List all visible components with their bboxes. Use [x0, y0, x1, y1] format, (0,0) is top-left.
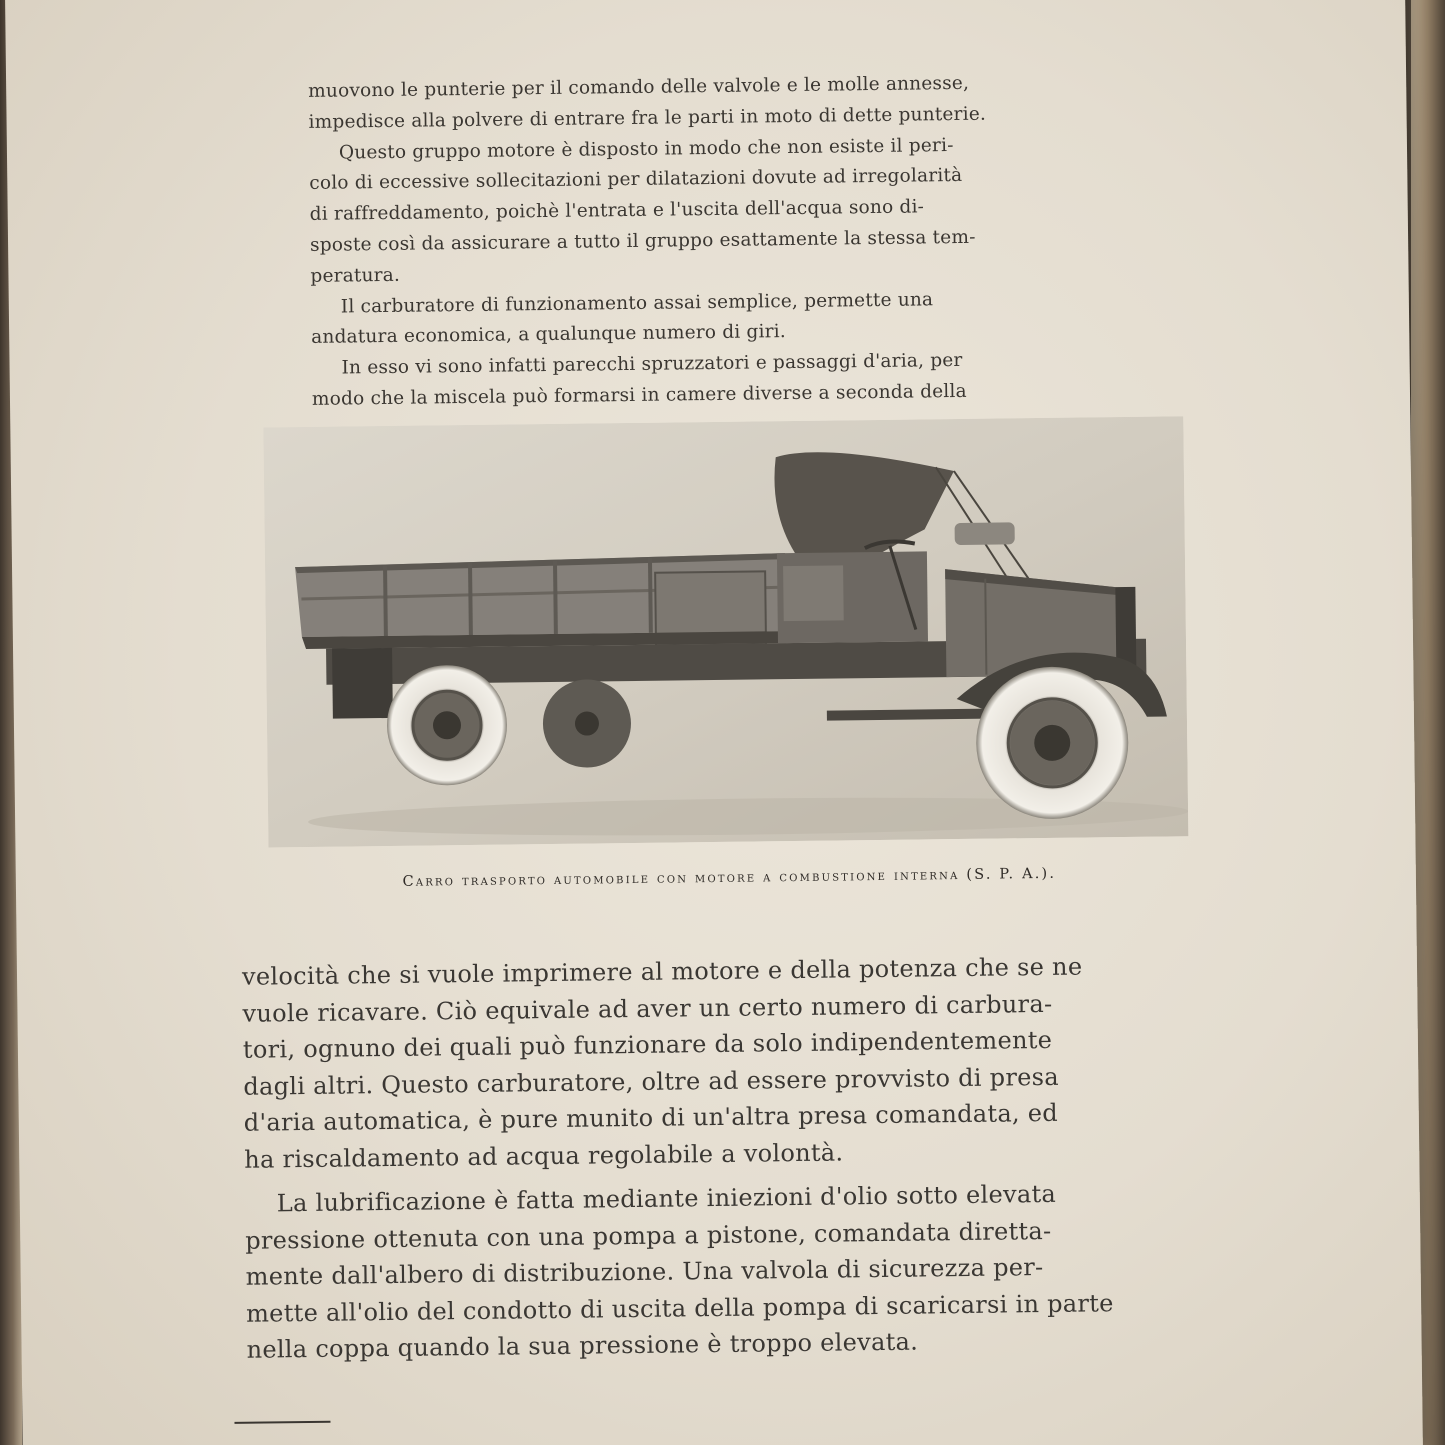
- paragraph-carburetor-cont: [242, 947, 1200, 1178]
- text-line: pressione ottenuta con una pompa a pistone, comandata diretta-: [245, 1216, 1052, 1255]
- text-line: impedisce alla polvere di entrare fra le parti in moto di dette punterie.: [308, 103, 987, 133]
- text-line: dagli altri. Questo carburatore, oltre ad essere provvisto di presa: [243, 1062, 1060, 1101]
- paragraph-sprayers: [311, 344, 1148, 416]
- rear-box: [332, 648, 393, 719]
- text-line: modo che la miscela può formarsi in camere diverse a seconda della: [311, 380, 967, 410]
- paragraph-continuation: [308, 67, 1145, 139]
- text-line: mette all'olio del condotto di uscita della pompa di scaricarsi in parte: [245, 1288, 1114, 1328]
- text-line: muovono le punterie per il comando delle valvole e le molle annesse,: [308, 72, 970, 102]
- text-line: In esso vi sono infatti parecchi spruzzatori e passaggi d'aria, per: [341, 350, 963, 379]
- truck-photograph: [263, 416, 1188, 847]
- paragraph-carburetor: [311, 282, 1148, 354]
- text-line: nella coppa quando la sua pressione è troppo elevata.: [246, 1327, 919, 1364]
- bottom-text-block: [242, 947, 1202, 1368]
- text-line: Questo gruppo motore è disposto in modo che non esiste il peri-: [338, 134, 954, 164]
- paragraph-lubrication: [245, 1174, 1202, 1368]
- text-line: sposte così da assicurare a tutto il gruppo esattamente la stessa tem-: [309, 226, 976, 256]
- text-line: d'aria automatica, è pure munito di un'altra presa comandata, ed: [243, 1098, 1059, 1137]
- figure-caption: Carro trasporto automobile con motore a combustione interna (S. P. A.).: [402, 865, 1057, 890]
- text-line: Il carburatore di funzionamento assai semplice, permette una: [340, 288, 934, 318]
- text-line: mente dall'albero di distribuzione. Una valvola di sicurezza per-: [245, 1253, 1044, 1291]
- text-line: vuole ricavare. Ciò equivale ad aver un certo numero di carbura-: [242, 989, 1053, 1028]
- text-line: La lubrificazione è fatta mediante iniezioni d'olio sotto elevata: [276, 1179, 1057, 1218]
- book-page: [5, 0, 1423, 1445]
- footer-rule: [234, 1421, 330, 1424]
- running-board: [827, 709, 997, 721]
- text-line: colo di eccessive sollecitazioni per dilatazioni dovute ad irregolarità: [309, 165, 963, 195]
- text-line: tori, ognuno dei quali può funzionare da solo indipendentemente: [242, 1025, 1053, 1064]
- text-line: peratura.: [310, 264, 401, 287]
- text-line: ha riscaldamento ad acqua regolabile a volontà.: [244, 1137, 844, 1174]
- cab: [777, 541, 928, 643]
- text-line: andatura economica, a qualunque numero di giri.: [311, 321, 787, 349]
- top-text-block: [308, 67, 1148, 416]
- text-line: velocità che si vuole imprimere al motore e della potenza che se ne: [241, 952, 1083, 991]
- text-line: di raffreddamento, poichè l'entrata e l'uscita dell'acqua sono di-: [309, 196, 925, 226]
- paragraph-engine-group: [309, 128, 1147, 292]
